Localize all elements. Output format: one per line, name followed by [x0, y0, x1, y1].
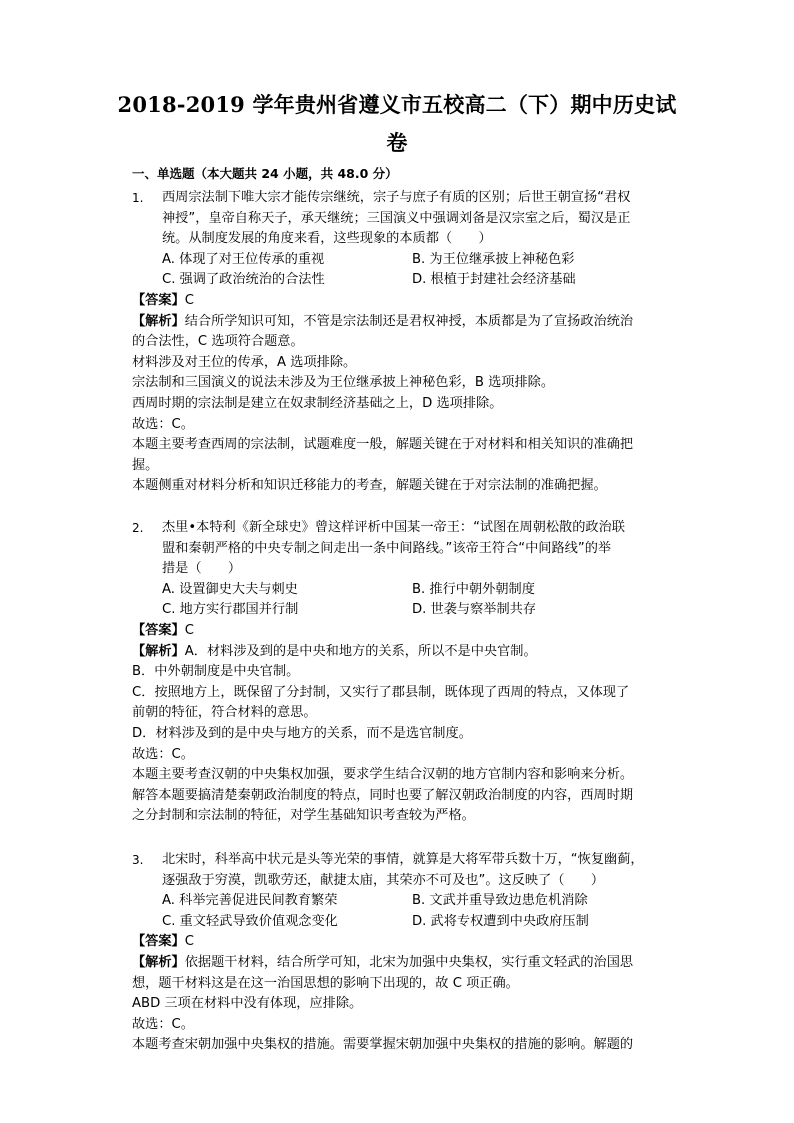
analysis-label: 【解析】 — [132, 643, 185, 659]
question-stem-line: 措是（ ） — [162, 561, 242, 577]
analysis-line: A．材料涉及到的是中央和地方的关系，所以不是中央官制。 — [184, 643, 537, 659]
question-stem-line: 神授”，皇帝自称天子，承天继统；三国演义中强调刘备是汉宗室之后，蜀汉是正 — [162, 210, 631, 226]
analysis-line: 解答本题要搞清楚秦朝政治制度的特点，同时也要了解汉朝政治制度的内容，西周时期 — [132, 787, 634, 803]
analysis-line: 故选：C。 — [132, 416, 194, 432]
answer-label: 【答案】 — [132, 292, 185, 308]
option-d: D. 武将专权遭到中央政府压制 — [412, 913, 589, 929]
question-stem-line: 盟和秦朝严格的中央专制之间走出一条中间路线。”该帝王符合“中间路线”的举 — [162, 540, 612, 556]
option-c: C. 地方实行郡国并行制 — [162, 602, 299, 618]
analysis-line: 结合所学知识可知，不管是宗法制还是君权神授，本质都是为了宣扬政治统治 — [184, 313, 634, 329]
analysis-line: 本题主要考查汉朝的中央集权加强，要求学生结合汉朝的地方官制内容和影响来分析。 — [132, 767, 634, 783]
analysis-line: 故选：C。 — [132, 746, 194, 762]
answer-value: C — [184, 934, 194, 950]
option-b: B. 为王位继承披上神秘色彩 — [412, 251, 575, 267]
question-number: 2. — [132, 521, 144, 535]
question-2 — [132, 518, 667, 827]
analysis-label: 【解析】 — [132, 954, 185, 970]
question-number: 1. — [132, 191, 144, 205]
analysis-line: 本题侧重对材料分析和知识迁移能力的考查，解题关键在于对宗法制的准确把握。 — [132, 478, 607, 494]
doc-title-line2: 卷 — [386, 130, 408, 155]
section-header: 一、单选题（本大题共 24 小题，共 48.0 分） — [132, 166, 398, 181]
analysis-line: 之分封制和宗法制的特征，对学生基础知识考查较为严格。 — [132, 808, 475, 824]
analysis-line: B．中外朝制度是中央官制。 — [132, 664, 300, 680]
question-1 — [132, 188, 667, 497]
analysis-line: 故选：C。 — [132, 1016, 194, 1032]
question-stem-line: 杰里•本特利《新全球史》曾这样评析中国某一帝王：“试图在周朝松散的政治联 — [162, 520, 625, 535]
question-stem-line: 逐强敌于穷漠，凯歌劳还，献捷太庙，其荣亦不可及也”。这反映了（ ） — [162, 872, 605, 888]
question-stem-line: 西周宗法制下唯大宗才能传宗继统，宗子与庶子有质的区别；后世王朝宣扬“君权 — [162, 190, 631, 205]
analysis-line: D．材料涉及到的是中央与地方的关系，而不是选官制度。 — [132, 725, 472, 741]
analysis-line: 的合法性，C 选项符合题意。 — [132, 334, 304, 350]
analysis-line: 宗法制和三国演义的说法未涉及为王位继承披上神秘色彩，B 选项排除。 — [132, 375, 555, 391]
option-d: D. 根植于封建社会经济基础 — [412, 272, 576, 288]
option-a: A. 设置御史大夫与刺史 — [162, 581, 298, 597]
analysis-line: ABD 三项在材料中没有体现，应排除。 — [132, 996, 363, 1012]
analysis-line: 想，题干材料这是在这一治国思想的影响下出现的，故 C 项正确。 — [132, 975, 519, 991]
analysis-line: 握。 — [132, 457, 159, 473]
doc-title-line1: 2018-2019 学年贵州省遵义市五校高二（下）期中历史试 — [117, 92, 677, 117]
question-stem-line: 统。从制度发展的角度来看，这些现象的本质都（ ） — [162, 231, 492, 247]
analysis-line: C．按照地方上，既保留了分封制，又实行了郡县制，既体现了西周的特点，又体现了 — [132, 684, 630, 700]
option-c: C. 强调了政治统治的合法性 — [162, 272, 325, 288]
analysis-line: 本题考查宋朝加强中央集权的措施。需要掌握宋朝加强中央集权的措施的影响。解题的 — [132, 1037, 634, 1053]
question-stem-line: 北宋时，科举高中状元是头等光荣的事情，就算是大将军带兵数十万，“恢复幽蓟， — [162, 852, 644, 867]
answer-value: C — [184, 622, 194, 638]
option-b: B. 推行中朝外朝制度 — [412, 581, 535, 597]
option-a: A. 体现了对王位传承的重视 — [162, 251, 325, 267]
option-c: C. 重文轻武导致价值观念变化 — [162, 913, 338, 929]
option-a: A. 科举完善促进民间教育繁荣 — [162, 893, 338, 909]
analysis-line: 材料涉及对王位的传承，A 选项排除。 — [132, 354, 357, 370]
question-3 — [132, 850, 667, 1056]
analysis-line: 依据题干材料，结合所学可知，北宋为加强中央集权，实行重文轻武的治国思 — [184, 954, 634, 970]
analysis-line: 本题主要考查西周的宗法制，试题难度一般，解题关键在于对材料和相关知识的准确把 — [132, 437, 634, 453]
analysis-line: 前朝的特征，符合材料的意思。 — [132, 705, 317, 721]
answer-label: 【答案】 — [132, 622, 185, 638]
analysis-label: 【解析】 — [132, 313, 185, 329]
question-number: 3. — [132, 853, 144, 867]
option-b: B. 文武并重导致边患危机消除 — [412, 893, 588, 909]
answer-label: 【答案】 — [132, 934, 185, 950]
answer-value: C — [184, 292, 194, 308]
option-d: D. 世袭与察举制共存 — [412, 602, 537, 618]
analysis-line: 西周时期的宗法制是建立在奴隶制经济基础之上，D 选项排除。 — [132, 395, 503, 411]
